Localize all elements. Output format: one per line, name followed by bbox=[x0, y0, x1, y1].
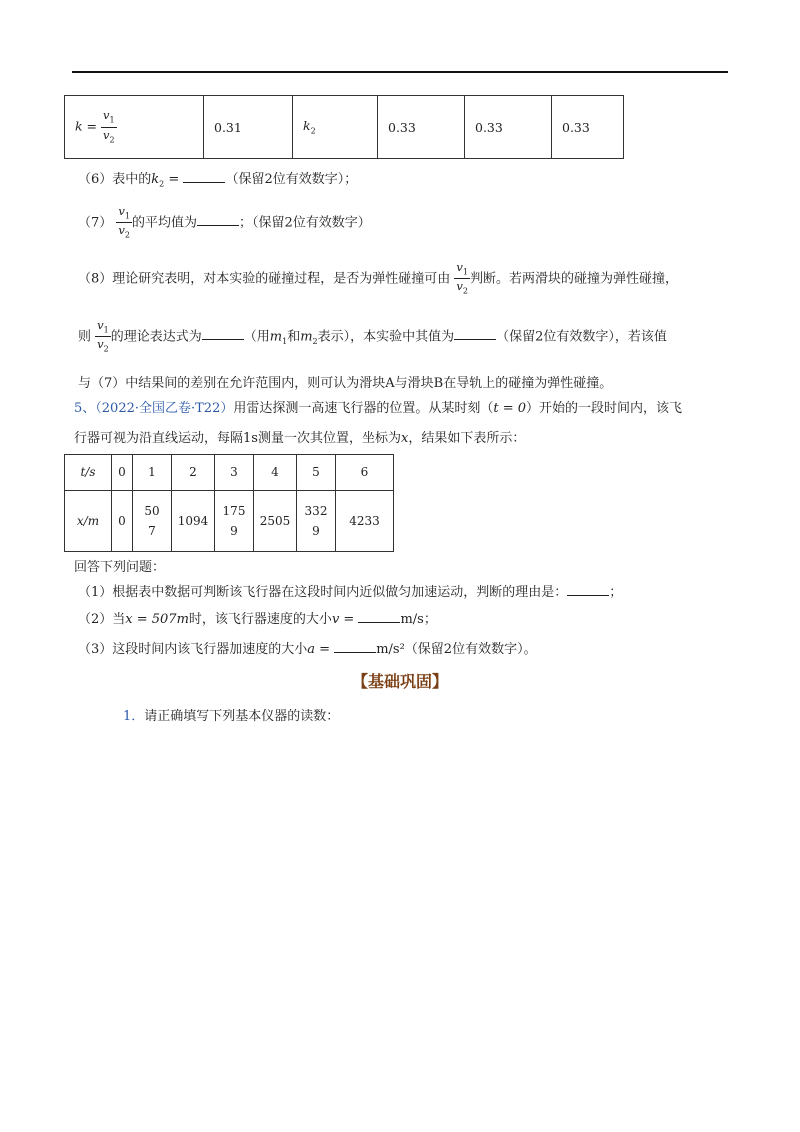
k2-label-cell: $k_2$ bbox=[293, 96, 378, 159]
header-rule bbox=[72, 71, 728, 73]
value-cell: 0.33 bbox=[378, 96, 465, 159]
k-label: k = bbox=[75, 118, 98, 134]
item-number: 1． bbox=[123, 709, 145, 724]
v1-over-v2-fraction: $\frac{v_1}{v_2}$ bbox=[456, 260, 469, 296]
k1-value-cell: 0.31 bbox=[204, 96, 293, 159]
t-header: t/s bbox=[65, 455, 112, 491]
question-5-line-2: 行器可视为沿直线运动，每隔1s测量一次其位置，坐标为x，结果如下表所示： bbox=[74, 431, 526, 446]
answer-blank bbox=[358, 611, 400, 623]
answer-blank bbox=[334, 641, 376, 653]
question-5-line-1: 5、（2022·全国乙卷·T22）用雷达探测一高速飞行器的位置。从某时刻（t = 0）开始的一段时间内，该飞 bbox=[74, 401, 683, 416]
question-7: （7） $\frac{v_1}{v_2}$ 的平均值为 ；（保留2位有效数字） bbox=[78, 204, 371, 240]
answer-blank bbox=[183, 171, 225, 183]
question-8-line-2: 则 $\frac{v_1}{v_2}$ 的理论表达式为 （用$m_1$和$m_2$表示），本实验中其值为 （保留2位有效数字），若该值 bbox=[78, 318, 667, 354]
v1-over-v2-fraction: $\frac{v_1}{v_2}$ bbox=[118, 204, 131, 240]
question-source: （2022·全国乙卷·T22） bbox=[95, 401, 234, 416]
table-row: t/s 0 1 2 3 4 5 6 bbox=[65, 455, 394, 491]
section-title: 【基础巩固】 bbox=[351, 672, 448, 691]
value-cell: 0.33 bbox=[552, 96, 624, 159]
question-number: 5、 bbox=[74, 401, 96, 416]
answer-2: （2）当x = 507m时，该飞行器速度的大小v = m/s； bbox=[78, 612, 437, 627]
item-1: 1．请正确填写下列基本仪器的读数： bbox=[123, 709, 340, 724]
table-row bbox=[65, 96, 624, 159]
answer-blank bbox=[454, 328, 496, 340]
k-definition-cell bbox=[65, 96, 204, 159]
question-6: （6）表中的$k_2$ = （保留2位有效数字）； bbox=[78, 172, 358, 189]
question-8-line-1: （8）理论研究表明，对本实验的碰撞过程，是否为弹性碰撞可由 $\frac{v_1}{v_2}$ 判断。若两滑块的碰撞为弹性碰撞， bbox=[78, 260, 679, 296]
answer-blank bbox=[567, 584, 609, 596]
table-row: x/m 0 50 7 1094 175 9 2505 332 9 4233 bbox=[65, 491, 394, 552]
x-header: x/m bbox=[65, 491, 112, 552]
answer-1: （1）根据表中数据可判断该飞行器在这段时间内近似做匀加速运动，判断的理由是： ； bbox=[78, 585, 623, 600]
answer-blank bbox=[197, 214, 239, 226]
answer-blank bbox=[202, 328, 244, 340]
answer-3: （3）这段时间内该飞行器加速度的大小a = m/s²（保留2位有效数字）。 bbox=[78, 642, 537, 657]
position-time-table bbox=[64, 454, 394, 552]
v1-over-v2-fraction: $\frac{v_1}{v_2}$ bbox=[103, 108, 115, 144]
k-ratio-table bbox=[64, 95, 624, 159]
answers-intro: 回答下列问题： bbox=[74, 560, 166, 575]
question-8-line-3: 与（7）中结果间的差别在允许范围内，则可认为滑块A与滑块B在导轨上的碰撞为弹性碰撞。 bbox=[78, 376, 613, 391]
v1-over-v2-fraction: $\frac{v_1}{v_2}$ bbox=[97, 318, 109, 354]
value-cell: 0.33 bbox=[465, 96, 552, 159]
